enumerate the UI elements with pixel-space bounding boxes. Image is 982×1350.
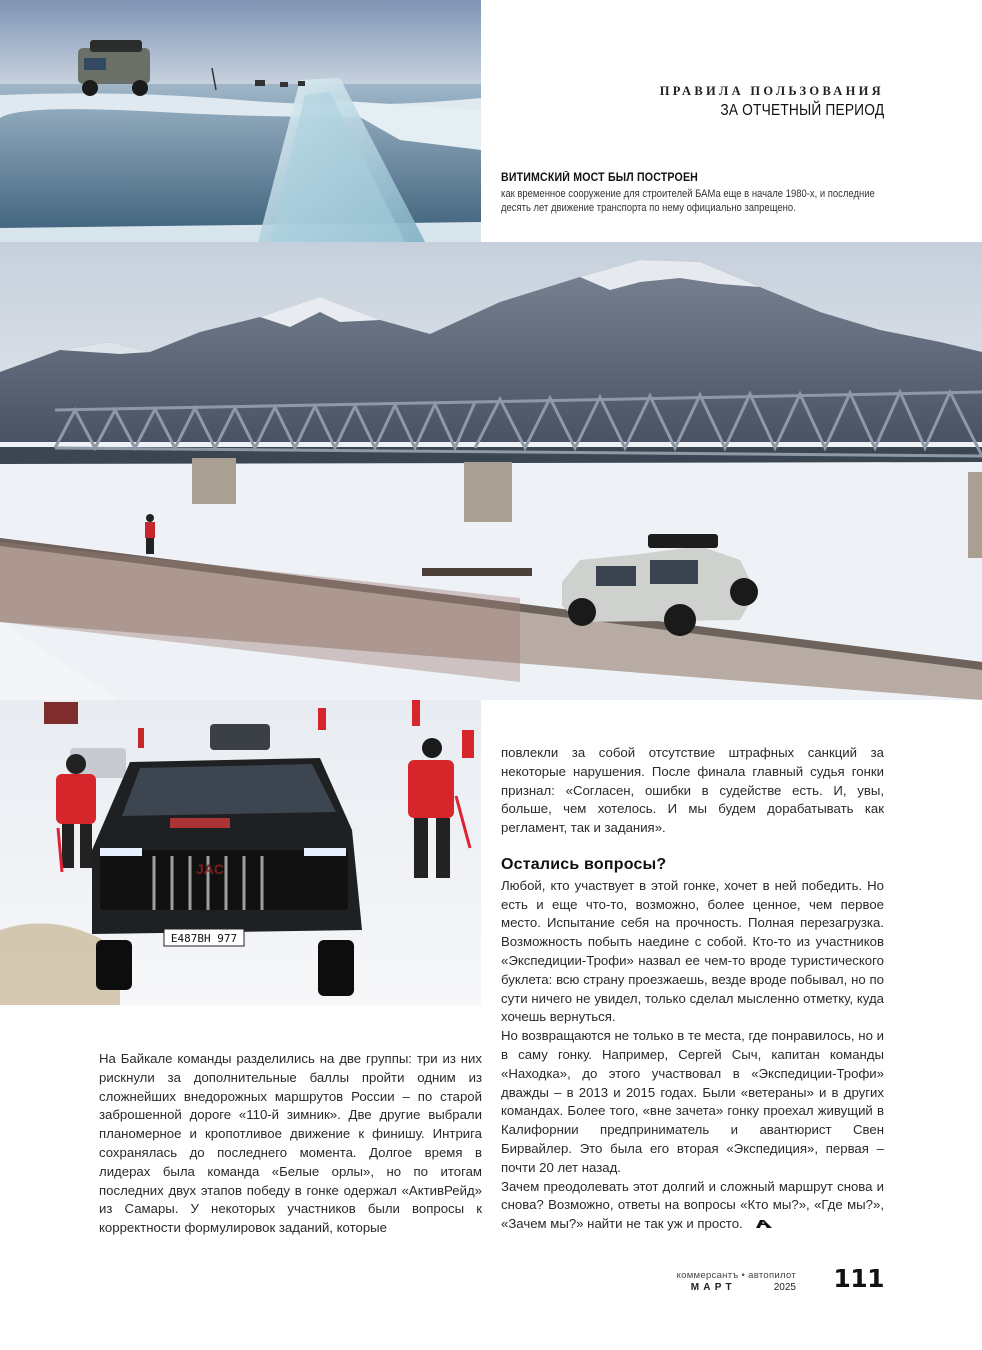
page-number: 111 [833,1264,884,1293]
folio-publication: коммерсантъ • автопилот [676,1270,796,1281]
article-paragraph-final [501,1178,884,1234]
grille-logo: JAC [195,861,225,877]
photo-jac-car [0,700,481,1005]
article-paragraph: Любой, кто участвует в этой гонке, хочет в ней победить. Но есть и еще что-то, возможно, более ценное, чем первое место. Испытание себя на прочность. Полная перезагрузка. Возможность побыть наедине с собой. Кто-то из участников «Экспедиции-Трофи» назвал ее чем-то вроде туристического буклета: всю страну проезжаешь, везде вроде побывал, но по сути ничего не увидел, только сделал мысленно отметку, куда хочешь вернуться. [501,877,884,1025]
article-right-column [501,744,884,1234]
photo-vitim-bridge [0,242,982,700]
folio-month: МАРТ [690,1282,736,1293]
article-subheading: Остались вопросы? [501,855,667,873]
folio-info [677,1270,796,1293]
final-text: Зачем преодолевать этот долгий и сложный маршрут снова и снова? Возможно, ответы на вопросы «Кто мы?», «Где мы?», «Зачем мы?» найти не так уж и просто. [501,1178,884,1232]
caption-title: ВИТИМСКИЙ МОСТ БЫЛ ПОСТРОЕН [501,172,699,184]
caption-text: как временное сооружение для строителей БАМа еще в начале 1980-х, и последние десять лет движение транспорта по нему официально запрещено. [501,188,875,214]
folio-year: 2025 [773,1282,796,1293]
license-plate: Е487ВН 977 [170,932,238,945]
section-subtitle: ЗА ОТЧЕТНЫЙ ПЕРИОД [720,102,884,119]
article-paragraph: Но возвращаются не только в те места, где понравилось, но и в саму гонку. Например, Сергей Сыч, капитан команды «Находка», до этого участвовал в «Экспедиции-Трофи» дважды – в 2013 и 2015 годах. Были «ветераны» и в других командах. Более того, «вне зачета» гонку проехал живущий в Калифорнии предприниматель и авантюрист Свен Бирвайлер. Это была его вторая «Экспедиция», первая – почти 20 лет назад. [501,1028,884,1175]
photo-caption [501,172,885,215]
article-paragraph: На Байкале команды разделились на две группы: три из них рискнули за дополнительные баллы пройти одним из сложнейших внедорожных маршрутов России – по старой заброшенной дороге «110-й зимник». Две другие выбрали планомерное и кропотливое движение к финишу. Интрига сохранялась до последнего момента. Долгое время в лидерах была команда «Белые орлы», но по итогам последних двух этапов победу в гонке одержал «АктивРейд» из Самары. У некоторых участников были вопросы к корректности формулировок заданий, которые [99,1051,482,1236]
end-mark-icon [755,1219,773,1229]
article-paragraph: повлекли за собой отсутствие штрафных санкций за некоторые нарушения. После финала главный судья гонки признал: «Согласен, ошибки в судействе есть. И, увы, больше, чем хотелось. И мы будем дорабатывать как регламент, так и задания». [501,745,884,836]
section-header [660,84,884,120]
section-kicker: ПРАВИЛА ПОЛЬЗОВАНИЯ [659,84,884,98]
article-left-column [99,1050,482,1238]
photo-ice-lake [0,0,481,242]
